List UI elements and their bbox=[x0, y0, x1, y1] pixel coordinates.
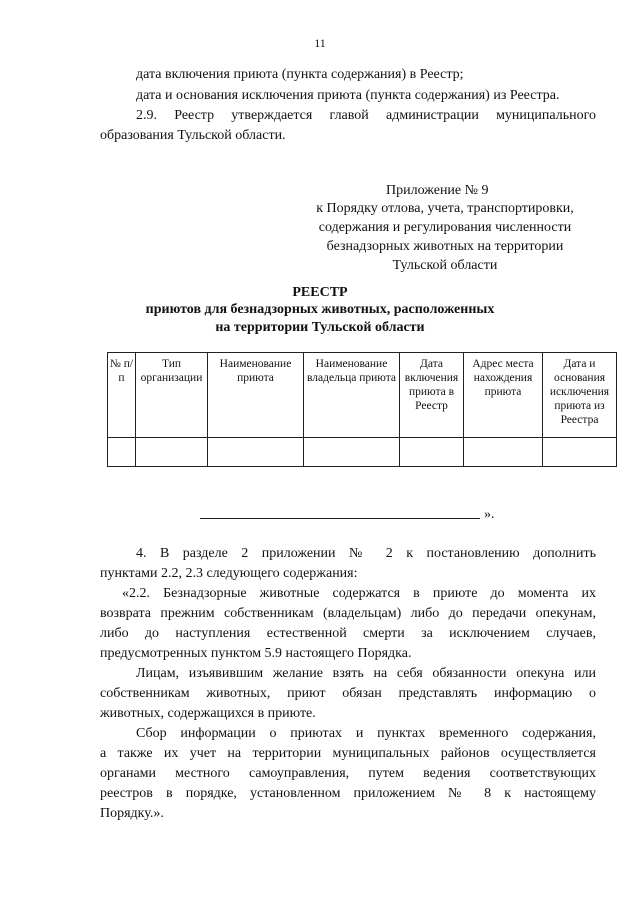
paragraph-line: Сбор информации о приютах и пунктах временного содержания, bbox=[136, 726, 596, 741]
table-cell bbox=[136, 438, 208, 467]
appendix-line: безнадзорных животных на территории bbox=[326, 239, 564, 254]
column-header: Дата и основания исключения приюта из Реестра bbox=[543, 353, 617, 438]
closing-rule bbox=[200, 518, 480, 519]
page-number: 11 bbox=[314, 36, 326, 50]
paragraph-line: 2.9. Реестр утверждается главой администрации муниципального bbox=[136, 108, 596, 123]
column-header: Дата включения приюта в Реестр bbox=[400, 353, 464, 438]
closing-mark: ». bbox=[484, 507, 495, 522]
column-header: Адрес места нахождения приюта bbox=[464, 353, 543, 438]
appendix-caption bbox=[290, 199, 600, 275]
table-cell bbox=[400, 438, 464, 467]
paragraph-line: собственникам животных, приют обязан представлять информацию о bbox=[100, 686, 596, 701]
paragraph-line: 4. В разделе 2 приложении № 2 к постановлению дополнить bbox=[136, 546, 596, 561]
table-cell bbox=[108, 438, 136, 467]
column-header: Тип организации bbox=[136, 353, 208, 438]
table-cell bbox=[208, 438, 304, 467]
paragraph-line: пунктами 2.2, 2.3 следующего содержания: bbox=[100, 566, 358, 581]
table-row bbox=[108, 438, 617, 467]
column-header: № п/п bbox=[108, 353, 136, 438]
appendix-title: Приложение № 9 bbox=[386, 183, 489, 198]
paragraph-line: либо до наступления естественной смерти за исключением случаев, bbox=[100, 626, 596, 641]
paragraph-line: возврата прежним собственникам (владельцам) либо до передачи опекунам, bbox=[100, 606, 596, 621]
registry-subtitle: приютов для безнадзорных животных, расположенных bbox=[145, 302, 495, 317]
column-header: Наименование владельца приюта bbox=[304, 353, 400, 438]
registry-title: РЕЕСТР bbox=[292, 285, 348, 300]
registry-table bbox=[107, 352, 617, 467]
appendix-line: содержания и регулирования численности bbox=[318, 220, 572, 235]
paragraph-line: Лицам, изъявившим желание взять на себя обязанности опекуна или bbox=[136, 666, 596, 681]
paragraph-line: органами местного самоуправления, путем ведения соответствующих bbox=[100, 766, 596, 781]
paragraph-line: «2.2. Безнадзорные животные содержатся в приюте до момента их bbox=[122, 586, 596, 601]
list-item: дата включения приюта (пункта содержания) в Реестр; bbox=[136, 67, 464, 82]
paragraph-line: животных, содержащихся в приюте. bbox=[100, 706, 316, 721]
paragraph-line: Порядку.». bbox=[100, 806, 164, 821]
paragraph-line: а также их учет на территории муниципальных районов осуществляется bbox=[100, 746, 596, 761]
paragraph-line: предусмотренных пунктом 5.9 настоящего Порядка. bbox=[100, 646, 412, 661]
column-header: Наименование приюта bbox=[208, 353, 304, 438]
appendix-line: Тульской области bbox=[392, 258, 498, 273]
registry-subtitle: на территории Тульской области bbox=[215, 320, 425, 335]
paragraph-line: реестров в порядке, установленном приложением № 8 к настоящему bbox=[100, 786, 596, 801]
table-cell bbox=[304, 438, 400, 467]
list-item: дата и основания исключения приюта (пункта содержания) из Реестра. bbox=[136, 88, 560, 103]
appendix-line: к Порядку отлова, учета, транспортировки, bbox=[316, 201, 574, 216]
table-cell bbox=[464, 438, 543, 467]
paragraph-line: образования Тульской области. bbox=[100, 128, 286, 143]
table-header-row bbox=[108, 353, 617, 438]
table-cell bbox=[543, 438, 617, 467]
